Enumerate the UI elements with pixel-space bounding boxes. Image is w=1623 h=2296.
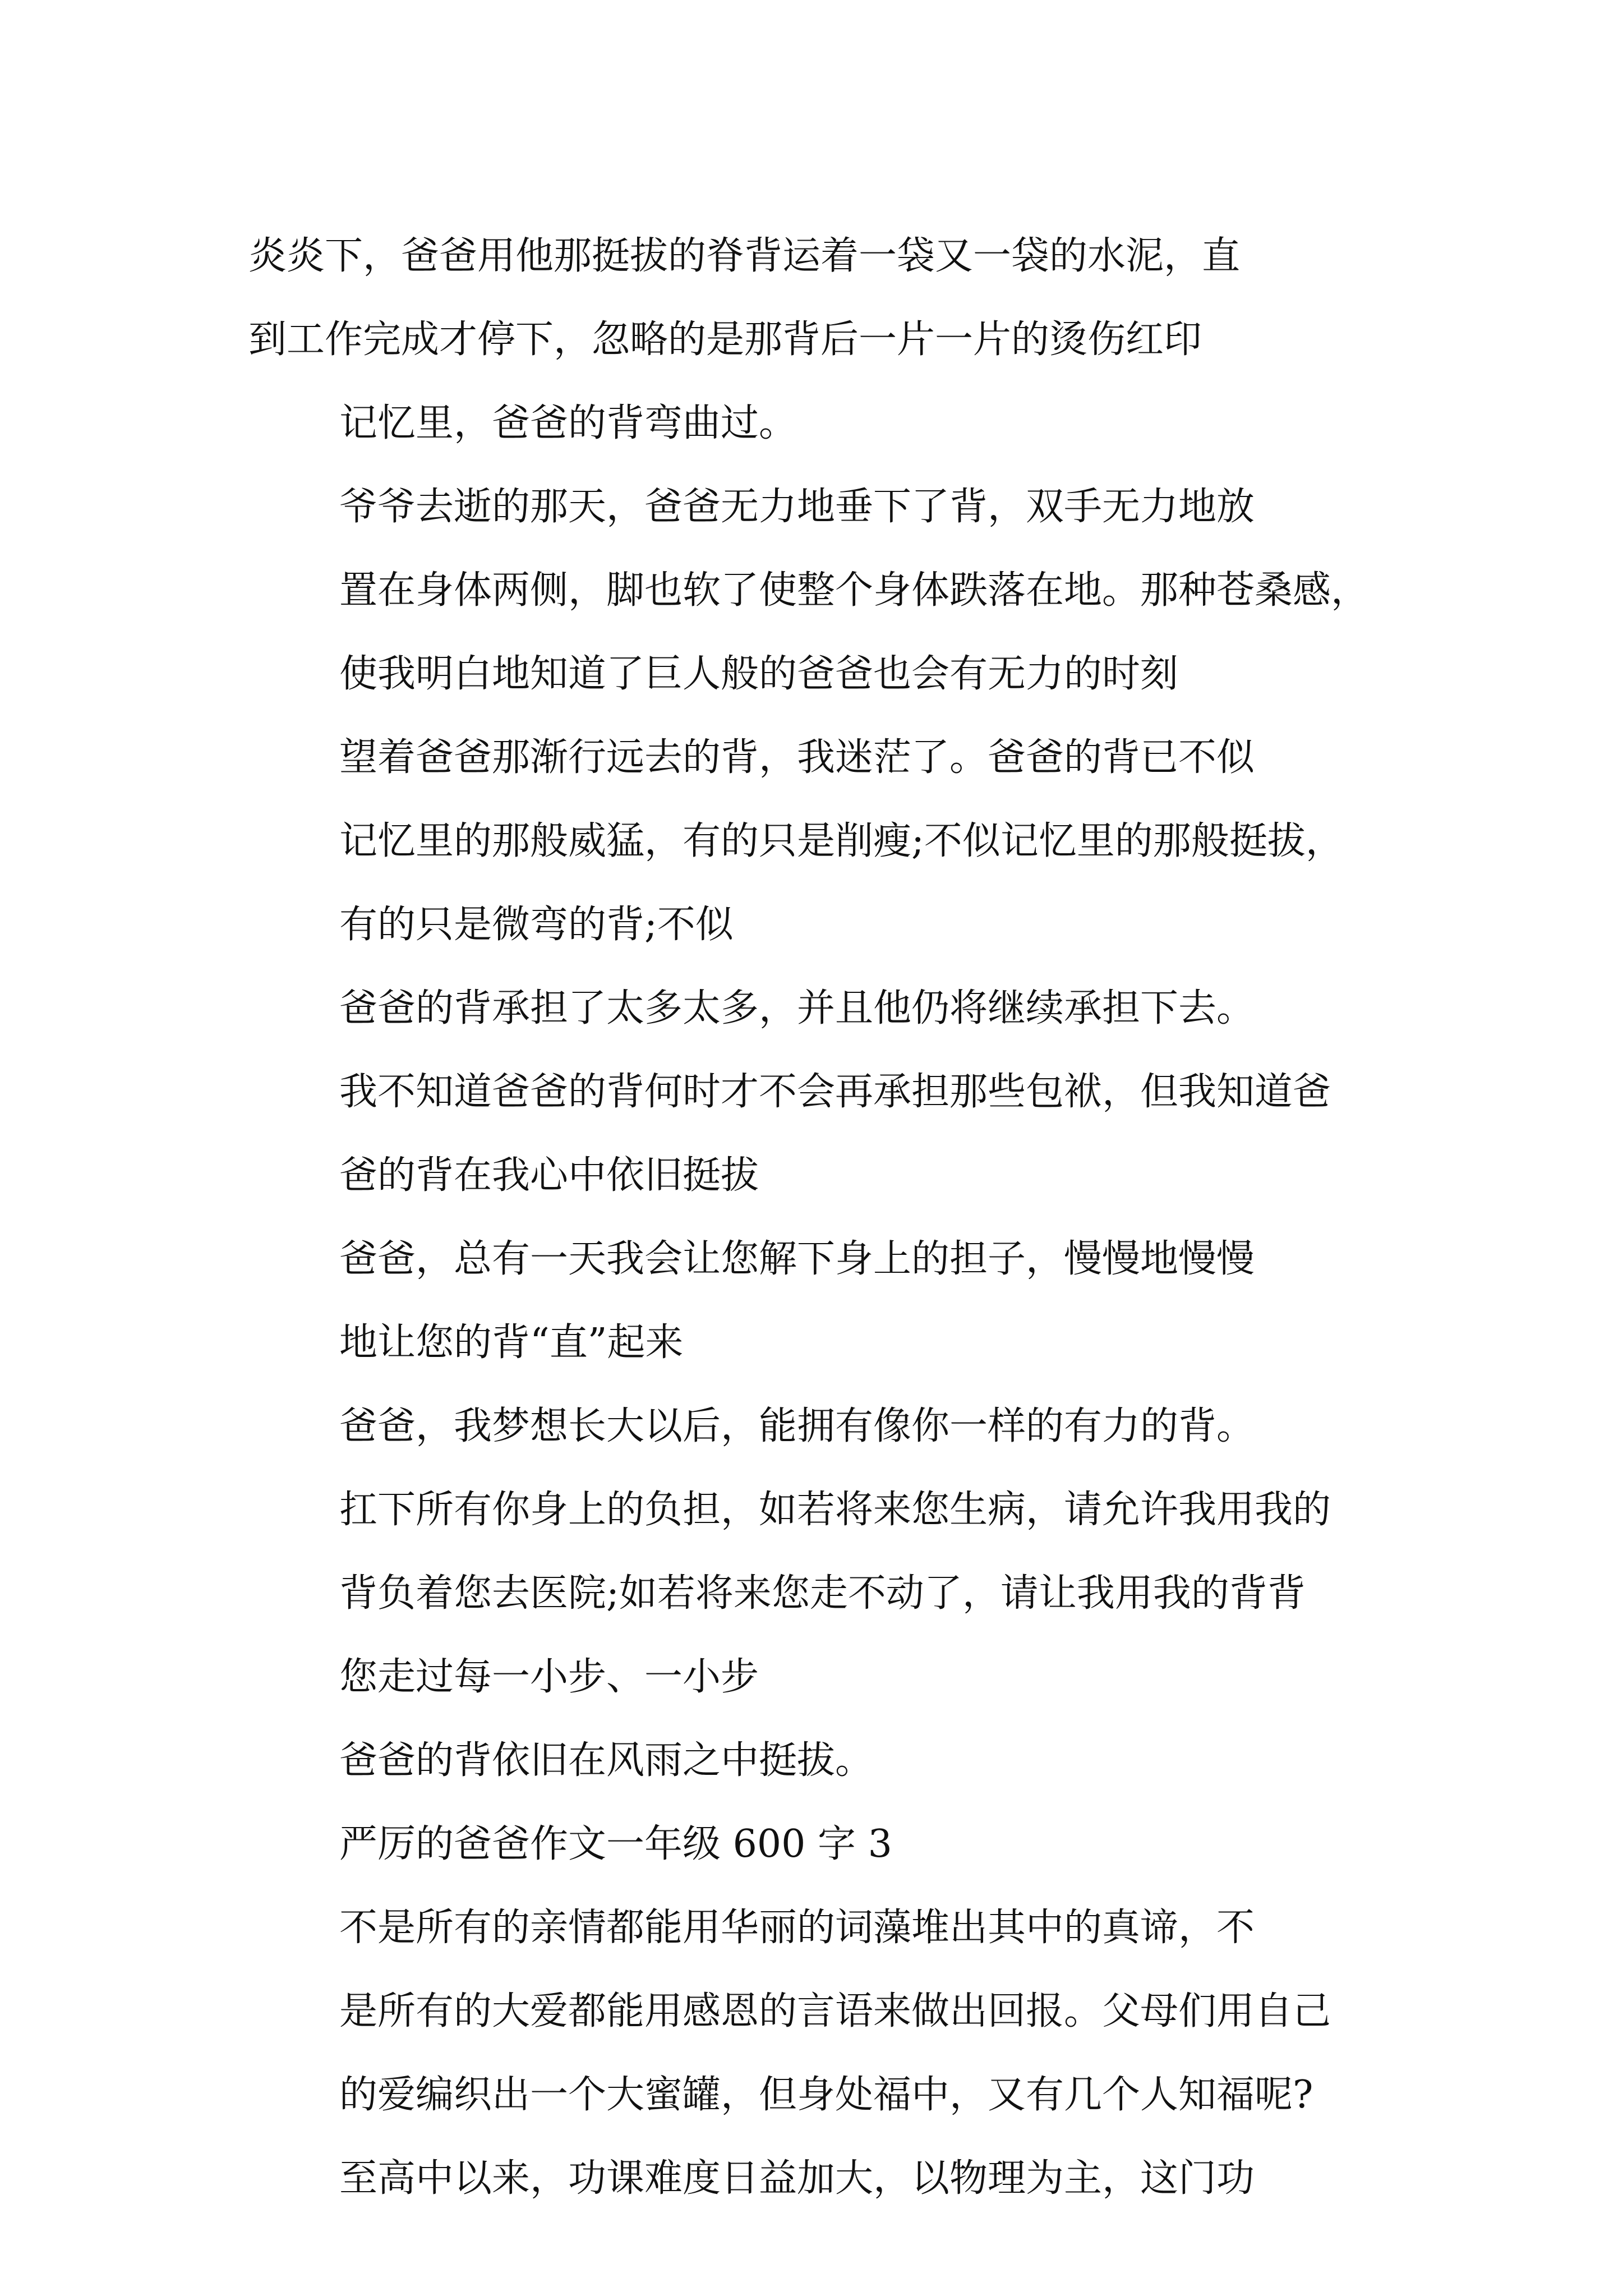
paragraph xyxy=(248,967,1415,1217)
paragraph xyxy=(248,2137,1415,2220)
document-page xyxy=(248,214,1415,2220)
text-line: 爸爸的背依旧在风雨之中挺拔。 xyxy=(339,1738,874,1783)
text-line: 爸爸的背承担了太多太多，并且他仍将继续承担下去。 xyxy=(339,986,1255,1030)
text-line: 是所有的大爱都能用感恩的言语来做出回报。父母们用自己 xyxy=(339,1989,1331,2033)
text-line: 的爱编织出一个大蜜罐，但身处福中，又有几个人知福呢? xyxy=(339,2073,1313,2117)
paragraph xyxy=(248,1886,1415,2137)
text-line: 置在身体两侧，脚也软了使整个身体跌落在地。那种苍桑感， xyxy=(339,568,1370,613)
text-line: 到工作完成才停下，忽略的是那背后一片一片的烫伤红印 xyxy=(248,318,1202,362)
text-line: 严厉的爸爸作文一年级 600 字 3 xyxy=(339,1822,892,1866)
paragraph xyxy=(248,214,1415,381)
paragraph xyxy=(248,1719,1415,1802)
paragraph xyxy=(248,716,1415,967)
text-line: 爸爸，总有一天我会让您解下身上的担子，慢慢地慢慢 xyxy=(339,1237,1255,1281)
text-line: 我不知道爸爸的背何时才不会再承担那些包袱，但我知道爸 xyxy=(339,1070,1331,1114)
text-line: 爷爷去逝的那天，爸爸无力地垂下了背，双手无力地放 xyxy=(339,485,1255,529)
text-line: 有的只是微弯的背;不似 xyxy=(339,903,734,947)
text-line: 使我明白地知道了巨人般的爸爸也会有无力的时刻 xyxy=(339,652,1179,696)
text-line: 您走过每一小步、一小步 xyxy=(339,1655,759,1699)
text-line: 不是所有的亲情都能用华丽的词藻堆出其中的真谛，不 xyxy=(339,1906,1255,1950)
text-line: 扛下所有你身上的负担，如若将来您生病，请允许我用我的 xyxy=(339,1488,1331,1532)
paragraph xyxy=(248,1217,1415,1384)
text-line: 记忆里，爸爸的背弯曲过。 xyxy=(339,401,797,445)
paragraph xyxy=(248,1384,1415,1719)
section-heading xyxy=(248,1802,1415,1886)
paragraph xyxy=(248,465,1415,716)
paragraph xyxy=(248,381,1415,465)
text-line: 至高中以来，功课难度日益加大，以物理为主，这门功 xyxy=(339,2156,1255,2201)
text-line: 地让您的背“直”起来 xyxy=(339,1320,684,1365)
text-line: 望着爸爸那渐行远去的背，我迷茫了。爸爸的背已不似 xyxy=(339,735,1255,780)
text-line: 爸的背在我心中依旧挺拔 xyxy=(339,1153,759,1198)
text-line: 爸爸，我梦想长大以后，能拥有像你一样的有力的背。 xyxy=(339,1404,1255,1448)
text-line: 记忆里的那般威猛，有的只是削瘦;不似记忆里的那般挺拔， xyxy=(339,819,1344,863)
text-line: 炎炎下，爸爸用他那挺拔的脊背运着一袋又一袋的水泥，直 xyxy=(248,234,1241,278)
text-line: 背负着您去医院;如若将来您走不动了，请让我用我的背背 xyxy=(339,1571,1306,1616)
